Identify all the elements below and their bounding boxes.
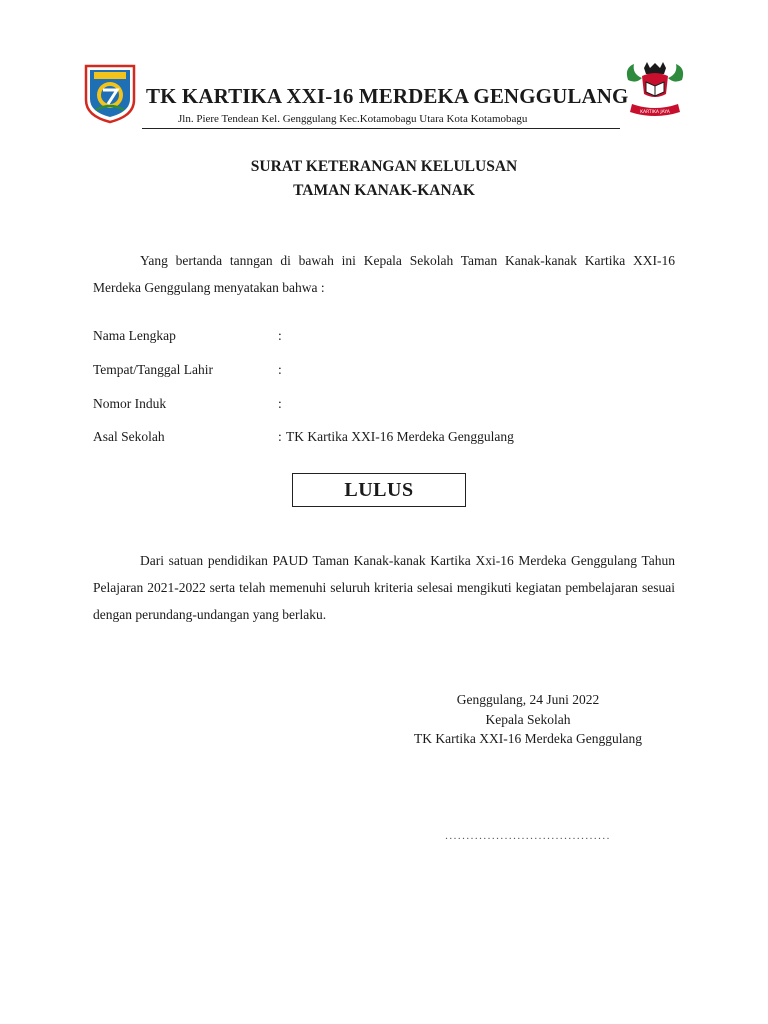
school-address: Jln. Piere Tendean Kel. Genggulang Kec.Kotamobagu Utara Kota Kotamobagu	[178, 113, 528, 125]
field-colon: :	[278, 396, 282, 411]
result-paragraph	[93, 547, 675, 628]
header-divider	[142, 128, 620, 129]
signature-name-placeholder: .......................................	[445, 830, 611, 842]
signature-place-date: Genggulang, 24 Juni 2022	[456, 692, 600, 707]
regional-crest-icon	[84, 62, 136, 124]
signature-school: TK Kartika XXI-16 Merdeka Genggulang	[414, 731, 642, 746]
field-label: Asal Sekolah	[93, 429, 165, 444]
document-title: SURAT KETERANGAN KELULUSAN	[250, 158, 518, 175]
field-label: Nomor Induk	[93, 396, 167, 411]
document-subtitle: TAMAN KANAK-KANAK	[293, 182, 475, 199]
kartika-jaya-emblem-icon	[622, 60, 688, 124]
intro-text: Yang bertanda tanngan di bawah ini Kepala Sekolah Taman Kanak-kanak Kartika XXI-16 Merdeka Genggulang menyatakan bahwa :	[93, 253, 675, 295]
field-label: Nama Lengkap	[93, 328, 176, 343]
signature-role: Kepala Sekolah	[485, 712, 571, 727]
emblem-ribbon-text: KARTIKA JAYA	[640, 110, 670, 115]
field-label: Tempat/Tanggal Lahir	[93, 362, 213, 377]
field-value: TK Kartika XXI-16 Merdeka Genggulang	[286, 429, 514, 444]
graduation-status-box: LULUS	[292, 473, 466, 507]
field-colon: :	[278, 429, 282, 444]
result-text: Dari satuan pendidikan PAUD Taman Kanak-kanak Kartika Xxi-16 Merdeka Genggulang Tahun Pelajaran 2021-2022 serta telah memenuhi seluruh kriteria selesai mengikuti kegiatan pembelajaran sesuai dengan perundang-undangan yang berlaku.	[93, 553, 675, 622]
school-name: TK KARTIKA XXI-16 MERDEKA GENGGULANG	[146, 84, 629, 108]
intro-paragraph	[93, 247, 675, 301]
field-colon: :	[278, 362, 282, 377]
field-colon: :	[278, 328, 282, 343]
